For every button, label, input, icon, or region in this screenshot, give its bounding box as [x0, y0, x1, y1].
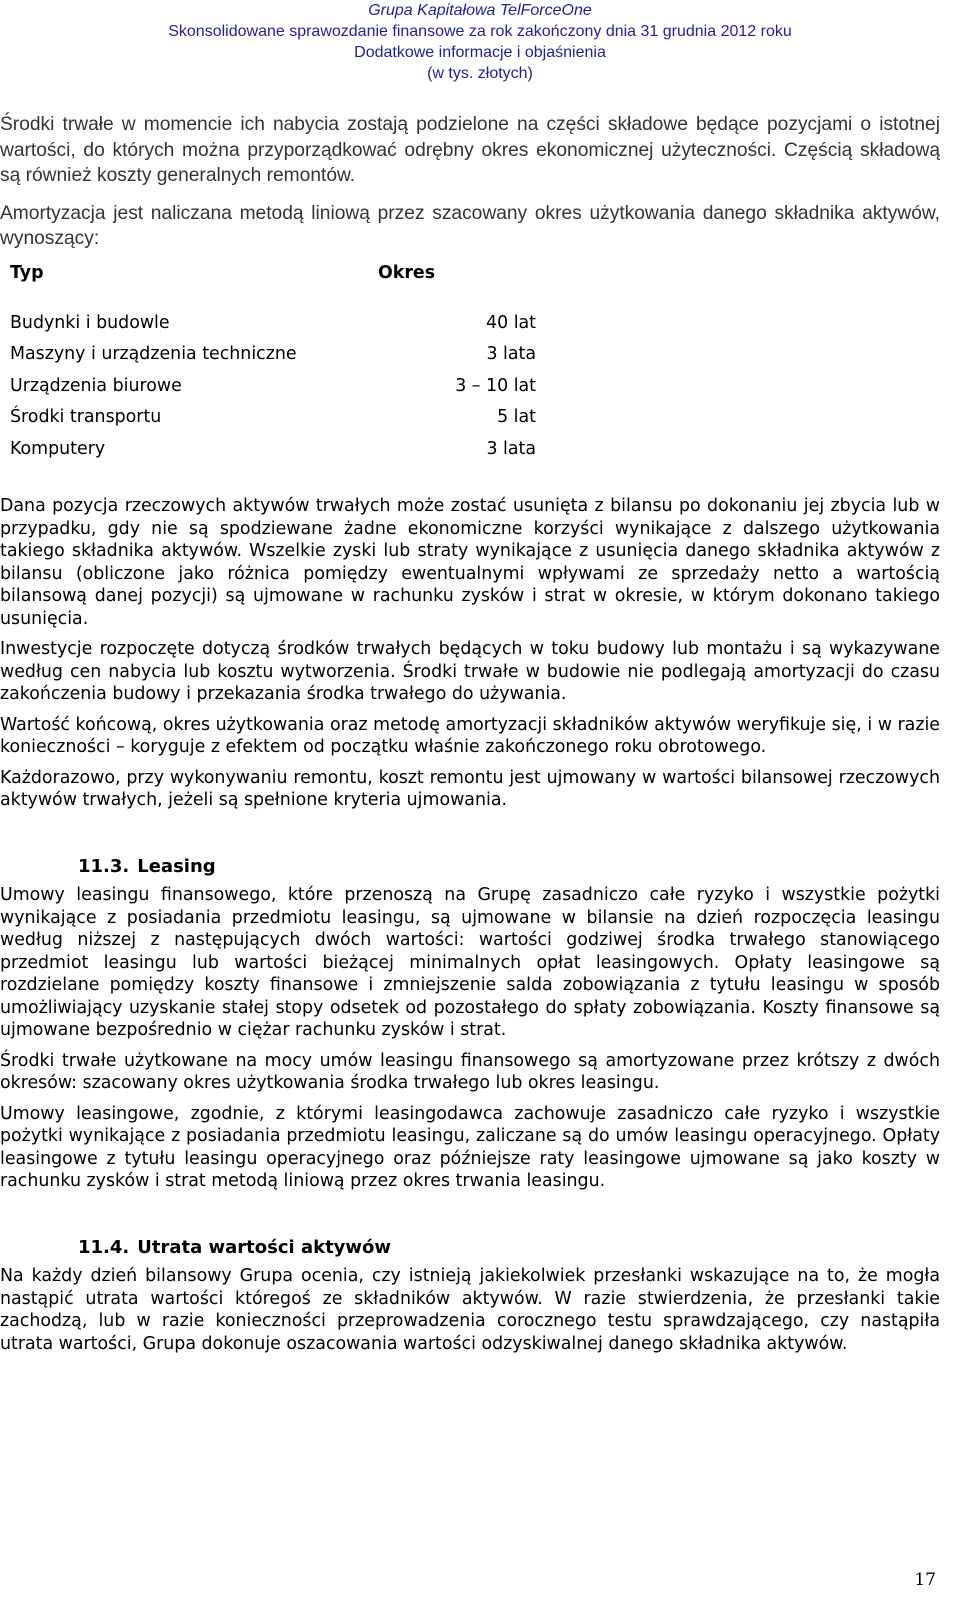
table-row	[0, 375, 560, 407]
document-body	[0, 112, 940, 1363]
asset-period: 3 lata	[486, 438, 536, 459]
table-row	[0, 343, 560, 375]
paragraph-repairs: Każdorazowo, przy wykonywaniu remontu, koszt remontu jest ujmowany w wartości bilansowej rzeczowych aktywów trwałych, jeżeli są spełnione kryteria ujmowania.	[0, 767, 940, 810]
asset-type: Komputery	[10, 438, 106, 459]
section-title-leasing	[78, 856, 940, 879]
paragraph-investments: Inwestycje rozpoczęte dotyczą środków trwałych będących w toku budowy lub montażu i są wykazywane według cen nabycia lub kosztu wytworzenia. Środki trwałe w budowie nie podlegają amortyzacji do czasu zakończenia budowy i przekazania środka trwałego do używania.	[0, 639, 940, 704]
table-row	[0, 438, 560, 470]
paragraph-finance-lease: Umowy leasingu finansowego, które przenoszą na Grupę zasadniczo całe ryzyko i wszystkie pożytki wynikające z posiadania przedmiotu leasingu, są ujmowane w bilansie na dzień rozpoczęcia leasingu według niższej z następujących dwóch wartości: wartości godziwej środka trwałego stanowiącego przedmiot leasingu lub wartości bieżącej minimalnych opłat leasingowych. Opłaty leasingowe są rozdzielane pomiędzy koszty finansowe i zmniejszenie salda zobowiązania z tytułu leasingu w sposób umożliwiający uzyskanie stałej stopy odsetek od pozostałego do spłaty zobowiązania. Koszty finansowe są ujmowane bezpośrednio w ciężar rachunku zysków i strat.	[0, 885, 940, 1040]
table-header-row	[0, 262, 560, 312]
asset-period: 40 lat	[486, 312, 536, 333]
column-header-type: Typ	[10, 262, 44, 283]
paragraph-depreciation-method: Amortyzacja jest naliczana metodą liniową przez szacowany okres użytkowania danego składnika aktywów, wynoszący:	[0, 202, 940, 249]
page-number: 17	[914, 1570, 936, 1590]
section-heading: Utrata wartości aktywów	[137, 1236, 392, 1258]
asset-type: Maszyny i urządzenia techniczne	[10, 344, 297, 364]
table-row	[0, 312, 560, 344]
asset-period: 3 lata	[486, 344, 536, 364]
paragraph-residual-value: Wartość końcową, okres użytkowania oraz metodę amortyzacji składników aktywów weryfikuje się, i w razie konieczności – koryguje z efektem od początku właśnie zakończonego roku obrotowego.	[0, 714, 940, 757]
page-header	[0, 0, 960, 84]
paragraph-derecognition: Dana pozycja rzeczowych aktywów trwałych może zostać usunięta z bilansu po dokonaniu jej zbycia lub w przypadku, gdy nie są spodziewane żadne ekonomiczne korzyści wynikające z dalszego użytkowania takiego składnika aktywów. Wszelkie zyski lub straty wynikające z usunięcia danego składnika aktywów z bilansu (obliczone jako różnica pomiędzy ewentualnymi wpływami ze sprzedaży netto a wartością bilansową danej pozycji) są ujmowane w rachunku zysków i strat w okresie, w którym dokonano takiego usunięcia.	[0, 496, 940, 629]
paragraph-components: Środki trwałe w momencie ich nabycia zostają podzielone na części składowe będące pozycjami o istotnej wartości, do których można przyporządkować odrębny okres ekonomicznej użyteczności. Częścią składową są również koszty generalnych remontów.	[0, 114, 940, 186]
asset-period: 3 – 10 lat	[455, 375, 536, 396]
asset-type: Budynki i budowle	[10, 312, 170, 333]
paragraph-impairment: Na każdy dzień bilansowy Grupa ocenia, czy istnieją jakiekolwiek przesłanki wskazujące na to, że mogła nastąpić utrata wartości któregoś ze składników aktywów. W razie stwierdzenia, że przesłanki takie zachodzą, lub w razie konieczności przeprowadzenia corocznego testu sprawdzającego, czy nastąpiła utrata wartości, Grupa dokonuje oszacowania wartości odzyskiwalnej danego składnika aktywów.	[0, 1266, 940, 1354]
asset-type: Środki transportu	[10, 407, 162, 427]
paragraph-lease-depreciation: Środki trwałe użytkowane na mocy umów leasingu finansowego są amortyzowane przez krótszy z dwóch okresów: szacowany okres użytkowania środka trwałego lub okres leasingu.	[0, 1050, 940, 1093]
asset-type: Urządzenia biurowe	[10, 375, 182, 396]
section-title-impairment	[78, 1237, 940, 1260]
asset-period: 5 lat	[497, 407, 536, 427]
section-number: 11.4.	[78, 1236, 130, 1258]
paragraph-operating-lease: Umowy leasingowe, zgodnie, z którymi leasingodawca zachowuje zasadniczo całe ryzyko i wszystkie pożytki wynikające z posiadania przedmiotu leasingu, zaliczane są do umów leasingu operacyjnego. Opłaty leasingowe z tytułu leasingu operacyjnego oraz późniejsze raty leasingowe ujmowane są jako koszty w rachunku zysków i strat metodą liniową przez okres trwania leasingu.	[0, 1103, 940, 1191]
table-row	[0, 406, 560, 438]
section-number: 11.3.	[78, 855, 130, 877]
section-heading: Leasing	[137, 855, 216, 877]
header-section: Dodatkowe informacje i objaśnienia	[354, 44, 606, 61]
depreciation-table	[0, 262, 560, 470]
header-company: Grupa Kapitałowa TelForceOne	[368, 2, 592, 19]
header-units: (w tys. złotych)	[427, 65, 533, 82]
header-report: Skonsolidowane sprawozdanie finansowe za rok zakończony dnia 31 grudnia 2012 roku	[168, 23, 792, 40]
column-header-period: Okres	[378, 262, 436, 283]
